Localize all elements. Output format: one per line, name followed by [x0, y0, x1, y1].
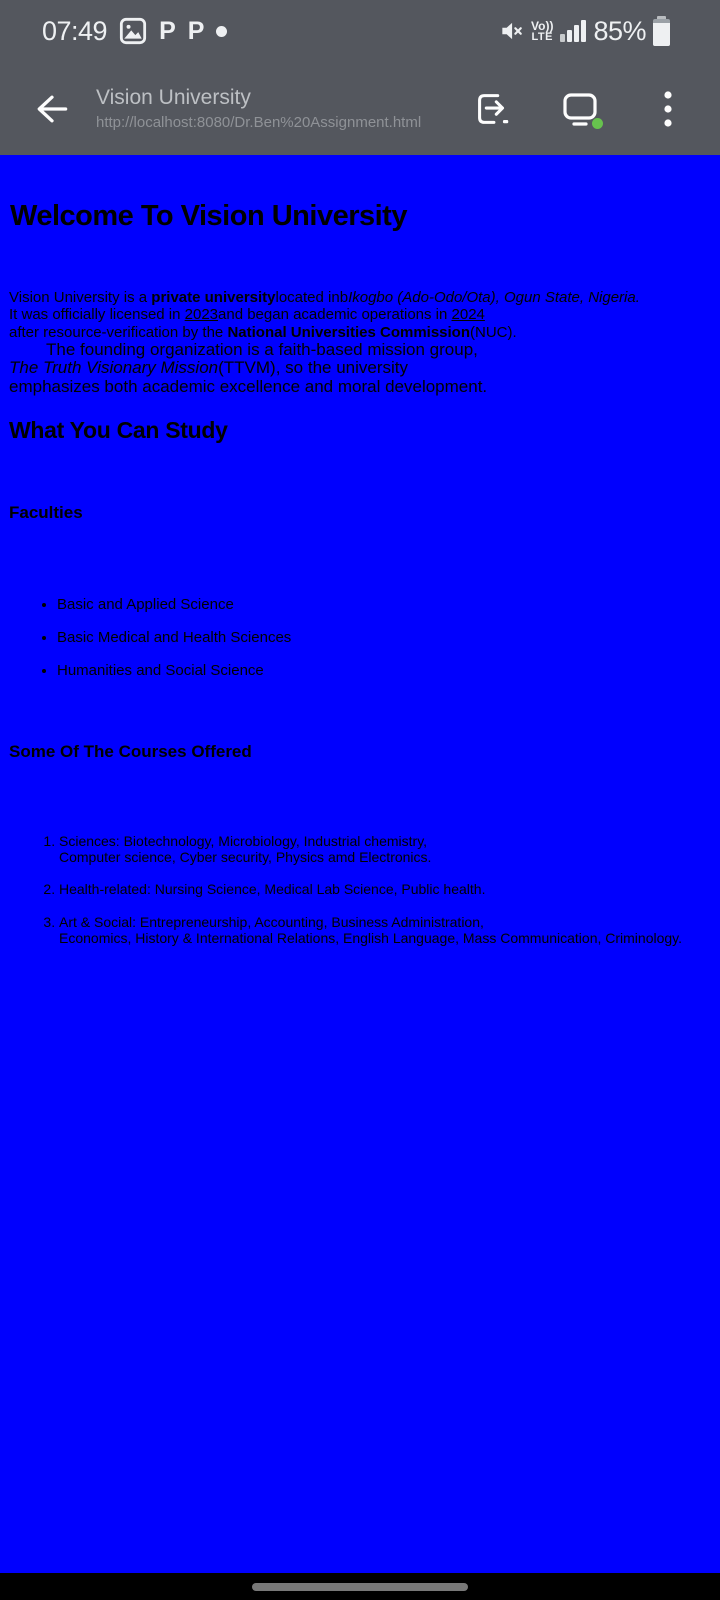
intro-founding-text: The founding organization is a faith-based mission group, The Truth Visionary Mission(TTVM), so the university emphasizes both academic excellence and moral development.: [9, 339, 488, 397]
faculties-list: [9, 596, 711, 679]
faculty-item: • Humanities and Social Science: [57, 662, 711, 679]
web-page-content[interactable]: [0, 155, 720, 1573]
courses-list: [9, 833, 711, 946]
courses-heading: Some Of The Courses Offered: [9, 741, 252, 761]
course-item: 3. Art & Social: Entrepreneurship, Accounting, Business Administration, Economics, History & International Relations, English Language, Mass Communication, Criminology.: [59, 914, 711, 947]
desktop-site-button[interactable]: [556, 85, 604, 133]
page-url: http://localhost:8080/Dr.Ben%20Assignment.html: [96, 114, 422, 131]
volte-icon: Vo)) LTE: [531, 18, 554, 43]
desktop-site-status-dot: [592, 118, 603, 129]
gesture-navigation-bar: [0, 1573, 720, 1600]
status-bar-right: [498, 16, 670, 47]
signal-strength-icon: [560, 20, 586, 42]
sound-muted-icon: [498, 18, 524, 44]
intro-paragraph: [9, 289, 711, 397]
study-section-heading: What You Can Study: [9, 416, 228, 443]
intro-licensing-text: Vision University is a private universitylocated inbIkogbo (Ado-Odo/Ota), Ogun State, Nigeria. It was officially licensed in 2023and began academic operations in 2024 after resource-verification by the National Universities Commission(NUC).: [9, 289, 640, 341]
status-bar-left: [42, 16, 227, 47]
home-indicator[interactable]: [252, 1583, 468, 1591]
gallery-notification-icon: [119, 17, 147, 45]
battery-icon: [653, 16, 670, 46]
clock: 07:49: [42, 15, 108, 46]
page-title-block: [96, 86, 421, 131]
back-button[interactable]: [26, 83, 78, 135]
battery-percentage: 85%: [593, 15, 646, 46]
page-title: Vision University: [96, 86, 251, 109]
faculties-heading: Faculties: [9, 502, 83, 522]
app-p-notification-icon: P: [159, 16, 176, 45]
faculty-item: • Basic Medical and Health Sciences: [57, 629, 711, 646]
course-item: 1. Sciences: Biotechnology, Microbiology, Industrial chemistry, Computer science, Cyber security, Physics amd Electronics.: [59, 833, 711, 866]
faculty-item: • Basic and Applied Science: [57, 596, 711, 613]
year-2024: 2024: [451, 306, 485, 324]
course-item: 2. Health-related: Nursing Science, Medical Lab Science, Public health.: [59, 881, 711, 897]
menu-kebab-button[interactable]: [644, 85, 692, 133]
open-in-browser-button[interactable]: [468, 85, 516, 133]
app-p-notification-icon: P: [187, 16, 205, 45]
status-bar: [0, 0, 720, 62]
more-notifications-dot-icon: [216, 26, 227, 37]
toolbar-actions: [468, 85, 692, 133]
year-2023: 2023: [184, 306, 219, 324]
browser-toolbar: [0, 62, 720, 155]
page-heading: Welcome To Vision University: [10, 200, 407, 232]
